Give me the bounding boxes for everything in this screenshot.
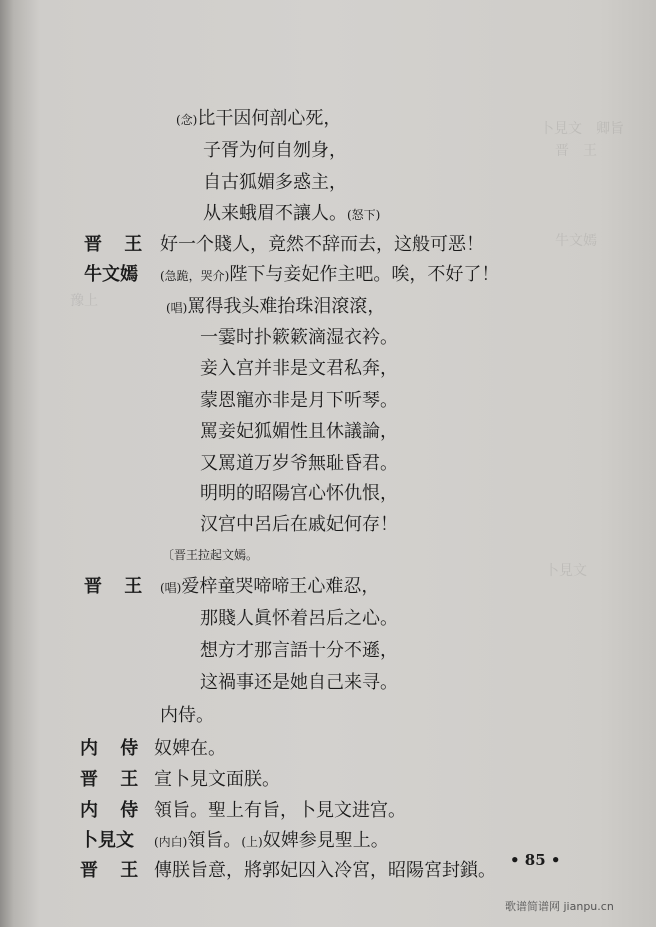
verse-line bbox=[200, 453, 398, 475]
line-text: 好一个賤人，竟然不辞而去，这般可恶！ bbox=[160, 234, 484, 255]
verse-line bbox=[200, 390, 398, 412]
verse-line bbox=[166, 296, 385, 319]
speaker-name: 晋 王 bbox=[80, 769, 147, 790]
stage-direction-inline: (上) bbox=[241, 835, 263, 849]
verse-line bbox=[160, 576, 379, 599]
line-text: 宣卜見文面朕。 bbox=[154, 769, 280, 790]
stage-direction-inline: (内白) bbox=[154, 835, 188, 849]
line-text: 子胥为何自刎身， bbox=[203, 140, 347, 161]
speaker-name: 卜見文 bbox=[80, 830, 134, 851]
line-text: 罵得我头难抬珠泪滾滾， bbox=[187, 296, 386, 317]
dialogue-line bbox=[154, 800, 406, 822]
bleed-through: 卜見文 bbox=[545, 563, 587, 579]
line-text: 奴婢参見聖上。 bbox=[262, 830, 389, 851]
line-text: 明明的昭陽宫心怀仇恨， bbox=[200, 483, 398, 504]
line-text: 領旨。 bbox=[187, 830, 242, 851]
bleed-through: 晋 王 bbox=[555, 143, 597, 159]
verse-line bbox=[203, 203, 380, 226]
stage-direction-inline: (唱) bbox=[160, 581, 182, 595]
line-text: 奴婢在。 bbox=[154, 738, 226, 759]
line-text: 一霎时扑簌簌滴湿衣衿。 bbox=[200, 327, 398, 348]
line-text: 自古狐媚多惑主， bbox=[203, 172, 347, 193]
line-text: 汉宫中呂后在戚妃何存！ bbox=[200, 514, 398, 535]
speaker-name: 内 侍 bbox=[80, 738, 147, 759]
dialogue-line bbox=[154, 738, 226, 760]
verse-line bbox=[200, 421, 398, 443]
speaker-name: 牛文嫣 bbox=[84, 264, 138, 285]
verse-line bbox=[200, 514, 398, 536]
speaker-name: 晋 王 bbox=[84, 234, 151, 255]
verse-line bbox=[200, 640, 398, 662]
dialogue-line bbox=[160, 264, 499, 287]
dialogue-line bbox=[154, 860, 496, 882]
line-text: 領旨。聖上有旨，卜見文进宫。 bbox=[154, 800, 406, 821]
verse-line bbox=[200, 483, 398, 505]
line-text: 傳朕旨意，將郭妃囚入冷宮，昭陽宮封鎖。 bbox=[154, 860, 496, 881]
verse-line bbox=[203, 140, 347, 162]
line-text: 那賤人眞怀着呂后之心。 bbox=[200, 608, 398, 629]
site-watermark: 歌谱简谱网 jianpu.cn bbox=[505, 900, 614, 913]
line-text: 内侍。 bbox=[160, 705, 214, 726]
verse-line bbox=[200, 327, 398, 349]
verse-line bbox=[160, 705, 214, 727]
stage-direction-inline: (怒下) bbox=[347, 208, 381, 222]
line-text: 这禍事还是她自己来寻。 bbox=[200, 672, 398, 693]
line-text: 陛下与妾妃作主吧。唉，不好了！ bbox=[229, 264, 500, 285]
dialogue-line bbox=[154, 769, 280, 791]
line-text: 又罵道万岁爷無耻昏君。 bbox=[200, 453, 398, 474]
line-text: 爱梓童哭啼啼王心难忍， bbox=[181, 576, 380, 597]
bleed-through: 豫上 bbox=[70, 293, 98, 309]
stage-direction: 〔晋王拉起文嫣。 bbox=[162, 548, 259, 562]
stage-direction-inline: (念) bbox=[176, 113, 198, 127]
line-text: 罵妾妃狐媚性且休議論， bbox=[200, 421, 398, 442]
line-text: 比干因何剖心死， bbox=[197, 108, 342, 129]
speaker-name: 内 侍 bbox=[80, 800, 147, 821]
stage-direction-inline: (急跪，哭介) bbox=[160, 269, 230, 283]
verse-line bbox=[176, 108, 341, 131]
dialogue-line bbox=[160, 234, 484, 256]
dialogue-line bbox=[154, 830, 389, 853]
line-text: 妾入宫并非是文君私奔， bbox=[200, 358, 398, 379]
speaker-name: 晋 王 bbox=[84, 576, 151, 597]
stage-direction-inline: (唱) bbox=[166, 301, 188, 315]
bleed-through: 卜見文 卿旨 bbox=[540, 121, 624, 137]
verse-line bbox=[200, 672, 398, 694]
line-text: 从来蛾眉不讓人。 bbox=[203, 203, 347, 224]
bleed-through: 牛文嫣 bbox=[555, 233, 597, 249]
verse-line bbox=[203, 172, 347, 194]
line-text: 蒙恩寵亦非是月下听琴。 bbox=[200, 390, 398, 411]
verse-line bbox=[200, 358, 398, 380]
verse-line bbox=[200, 608, 398, 630]
page-number: • 85 • bbox=[510, 851, 561, 869]
line-text: 想方才那言語十分不遜， bbox=[200, 640, 398, 661]
speaker-name: 晋 王 bbox=[80, 860, 147, 881]
